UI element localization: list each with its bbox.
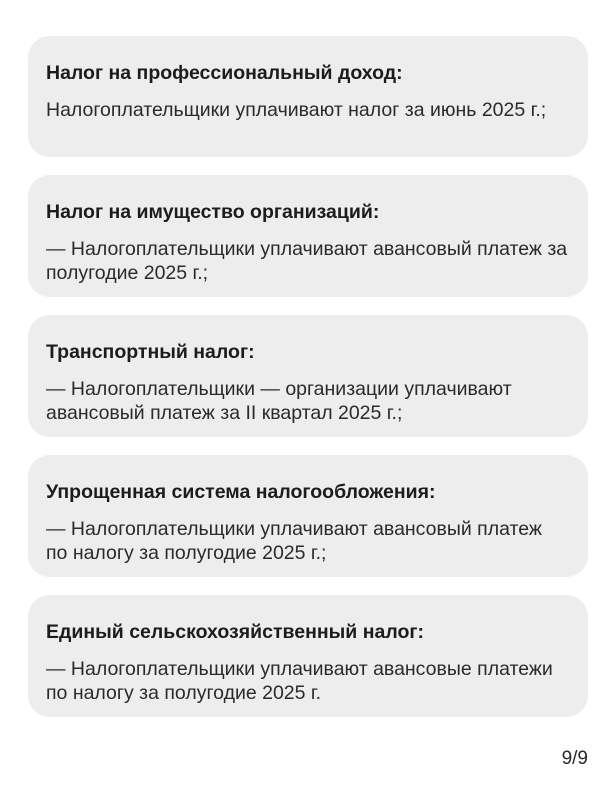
card-title: Налог на имущество организаций: — [46, 201, 380, 223]
card-property-tax — [28, 175, 588, 297]
card-text: — Налогоплательщики уплачивают авансовый платеж по налогу за полугодие 2025 г.; — [46, 518, 542, 564]
tax-cards-list — [28, 36, 588, 735]
card-text: — Налогоплательщики — организации уплачивают авансовый платеж за II квартал 2025 г.; — [46, 378, 512, 424]
card-title: Налог на профессиональный доход: — [46, 62, 403, 84]
card-title: Транспортный налог: — [46, 341, 255, 363]
card-title: Упрощенная система налогообложения: — [46, 481, 436, 503]
card-agricultural-tax — [28, 595, 588, 717]
card-text: — Налогоплательщики уплачивают авансовый платеж за полугодие 2025 г.; — [46, 238, 568, 284]
card-text: — Налогоплательщики уплачивают авансовые платежи по налогу за полугодие 2025 г. — [46, 658, 553, 704]
card-simplified-tax-system — [28, 455, 588, 577]
card-text: Налогоплательщики уплачивают налог за июнь 2025 г.; — [46, 99, 547, 121]
card-transport-tax — [28, 315, 588, 437]
page-number: 9/9 — [561, 748, 588, 769]
card-professional-income-tax — [28, 36, 588, 157]
card-title: Единый сельскохозяйственный налог: — [46, 621, 424, 643]
